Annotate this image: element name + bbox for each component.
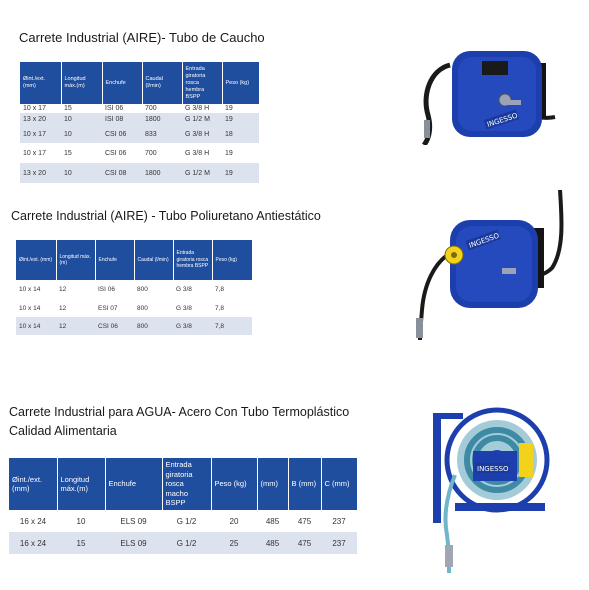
table-cell: G 3/8 (176, 304, 192, 312)
table-cell: 19 (222, 163, 259, 183)
table-row (16, 280, 252, 299)
table-cell: 1800 (142, 163, 182, 183)
table-cell: 485 (257, 532, 288, 554)
table-row (9, 532, 357, 554)
table-cell: ISI 06 (105, 105, 124, 112)
table-cell: ELS 09 (105, 532, 162, 554)
header-dimension-b: B (mm) (288, 458, 321, 510)
table-cell: 7,8 (212, 317, 252, 335)
header-length: Longitud máx.(m) (61, 62, 102, 104)
table-cell: G 1/2 (162, 532, 211, 554)
table-cell: 10 (61, 126, 102, 143)
table-cell: 19 (225, 149, 233, 157)
section-1-title: Carrete Industrial (AIRE)- Tubo de Caucho (19, 30, 265, 45)
table-cell: G 1/2 M (182, 113, 222, 126)
table-cell: 10 x 17 (23, 149, 46, 157)
table-cell: CSI 06 (105, 149, 127, 157)
header-length: Longitud máx.(m) (56, 240, 95, 280)
table-cell: 800 (137, 286, 148, 293)
spec-table-water-hose (9, 458, 357, 554)
table-row (20, 126, 259, 143)
table-row (20, 143, 259, 163)
header-coupling: Enchufe (105, 458, 162, 510)
table-cell: 10 (61, 113, 102, 126)
header-flow: Caudal (l/min) (134, 240, 173, 280)
table-cell: G 1/2 (176, 516, 197, 526)
table-cell: ISI 06 (98, 286, 115, 293)
table-cell: 16 x 24 (19, 516, 47, 526)
table-header-row (20, 62, 259, 104)
table-cell: 15 (64, 105, 72, 112)
header-weight: Peso (kg) (222, 62, 259, 104)
table-cell: 700 (145, 149, 157, 157)
table-cell: 20 (229, 516, 239, 526)
table-header-row (9, 458, 357, 510)
table-cell: CSI 08 (102, 163, 142, 183)
table-cell: G 1/2 M (182, 163, 222, 183)
header-length: Longitud máx.(m) (57, 458, 105, 510)
table-cell: 12 (59, 304, 67, 312)
air-hose-reel-rubber-image (410, 45, 570, 145)
table-cell: CSI 06 (95, 317, 134, 335)
table-cell: 833 (142, 126, 182, 143)
table-cell: 15 (57, 532, 105, 554)
table-cell: 25 (211, 532, 257, 554)
table-cell: G 3/8 (176, 286, 192, 293)
table-cell: 7,8 (215, 304, 225, 312)
table-cell: 12 (56, 317, 95, 335)
table-cell: 19 (225, 105, 233, 112)
table-cell: 10 (76, 516, 86, 526)
table-row (9, 510, 357, 532)
table-cell: 13 x 20 (20, 163, 61, 183)
section-3-title-line-2: Calidad Alimentaria (9, 424, 117, 438)
table-cell: 485 (265, 516, 280, 526)
table-cell: 475 (288, 532, 321, 554)
header-inlet: Entrada giratoria rosca hembra BSPP (182, 62, 222, 104)
section-2-title: Carrete Industrial (AIRE) - Tubo Poliuretano Antiestático (11, 209, 321, 223)
table-cell: G 3/8 H (182, 126, 222, 143)
brand-label: INGESSO (477, 465, 509, 473)
header-coupling: Enchufe (95, 240, 134, 280)
table-cell: ESI 07 (98, 304, 118, 312)
table-cell: 237 (332, 516, 346, 526)
table-row (20, 163, 259, 183)
table-cell: G 3/8 H (185, 105, 210, 112)
water-hose-reel-image (425, 405, 565, 575)
header-coupling: Enchufe (102, 62, 142, 104)
table-cell: 1800 (142, 113, 182, 126)
header-dimension-c: C (mm) (321, 458, 357, 510)
header-flow: Caudal (l/min) (142, 62, 182, 104)
brand-label: INGESSO (486, 111, 519, 129)
header-weight: Peso (kg) (212, 240, 252, 280)
table-cell: 237 (321, 532, 357, 554)
table-cell: 10 x 17 (20, 126, 61, 143)
table-header-row (16, 240, 252, 280)
table-cell: CSI 06 (102, 126, 142, 143)
table-cell: G 3/8 H (185, 149, 210, 157)
table-cell: 19 (222, 113, 259, 126)
section-3-title (9, 403, 349, 441)
table-cell: 10 x 17 (23, 105, 46, 112)
header-weight: Peso (kg) (211, 458, 257, 510)
table-cell: 10 x 14 (16, 317, 56, 335)
table-cell: 800 (134, 317, 173, 335)
header-inlet: Entrada giratoria rosca hembra BSPP (173, 240, 212, 280)
table-cell: 7,8 (215, 286, 225, 293)
table-cell: 700 (145, 105, 157, 112)
table-cell: 15 (64, 149, 72, 157)
table-cell: ISI 08 (102, 113, 142, 126)
header-diameter: Øint./ext. (mm) (20, 62, 61, 104)
header-diameter: Øint./ext. (mm) (9, 458, 57, 510)
table-cell: 12 (59, 286, 67, 293)
table-cell: 475 (297, 516, 312, 526)
table-cell: 10 x 14 (19, 304, 41, 312)
table-row (16, 317, 252, 335)
table-cell: 10 (61, 163, 102, 183)
header-inlet: Entrada giratoria rosca macho BSPP (162, 458, 211, 510)
brand-label: INGESSO (467, 231, 501, 250)
header-diameter: Øint./ext. (mm) (16, 240, 56, 280)
table-cell: 10 x 14 (19, 286, 41, 293)
spec-table-rubber-hose (20, 62, 259, 183)
table-row (16, 299, 252, 317)
table-cell: 800 (137, 304, 148, 312)
table-cell: 16 x 24 (9, 532, 57, 554)
table-cell: G 3/8 (173, 317, 212, 335)
air-hose-reel-polyurethane-image (412, 190, 572, 345)
table-row (20, 104, 259, 113)
table-cell: 18 (222, 126, 259, 143)
table-row (20, 113, 259, 126)
table-cell: 13 x 20 (20, 113, 61, 126)
spec-table-polyurethane-hose (16, 240, 252, 335)
table-cell: ELS 09 (120, 516, 147, 526)
section-3-title-line-1: Carrete Industrial para AGUA- Acero Con Tubo Termoplástico (9, 405, 350, 419)
header-dimension-a: (mm) (257, 458, 288, 510)
